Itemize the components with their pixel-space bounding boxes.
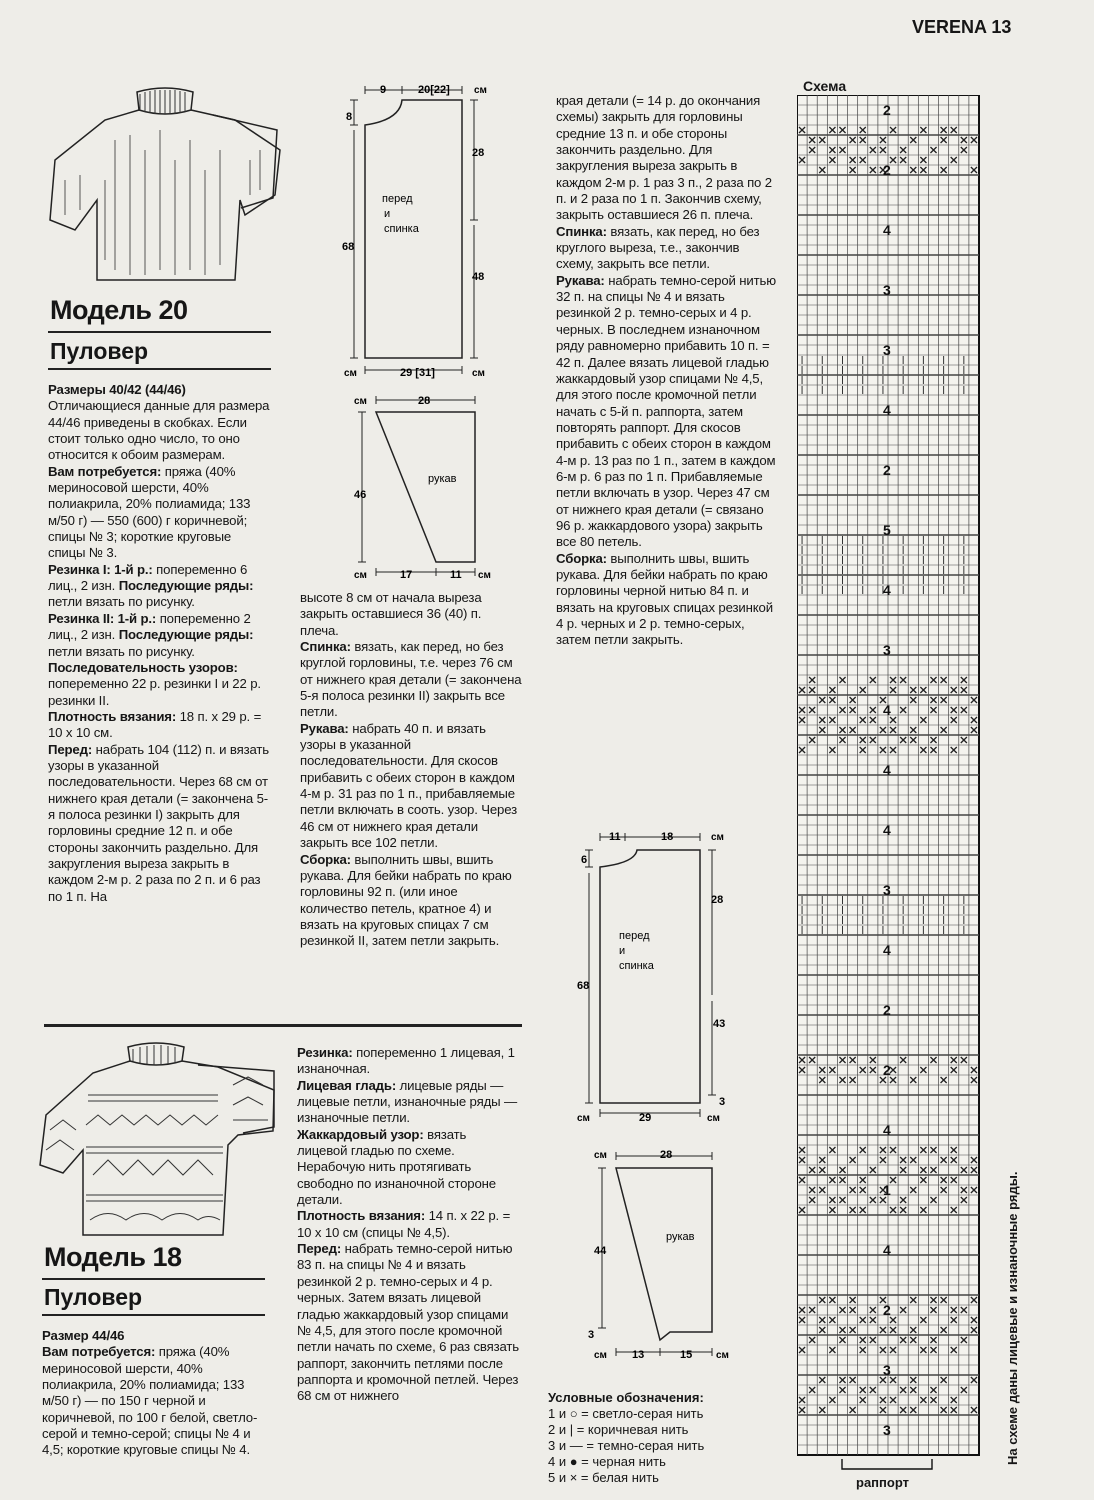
pattern-sleeve-model20 [340,390,500,585]
rib-label: Резинка: [297,1045,353,1060]
legend-item: 3 и — = темно-серая нить [548,1438,705,1453]
divider [42,1278,265,1280]
rib2-label: Резинка II: 1-й р.: [48,610,157,626]
back-label: Спинка: [556,223,607,239]
sleeves-label: Рукава: [300,720,349,736]
sweater-illustration-model20 [45,80,285,290]
assembly-label: Сборка: [556,550,607,566]
section-divider [44,1024,522,1027]
chart-row-number: 4 [883,402,891,418]
density-label: Плотность вязания: [297,1208,426,1224]
dim-cm: см [472,368,485,379]
dim-bottom-2: 11 [450,569,462,581]
sequence-text: попеременно 22 р. резинки I и 22 р. резинки II. [48,676,261,708]
legend-item: 5 и × = белая нить [548,1470,659,1485]
density-label: Плотность вязания: [48,708,177,724]
chart-row-number: 4 [883,582,891,598]
dim-cm: см [354,396,367,407]
rib-text: попеременно 1 лицевая, 1 изнаночная. [297,1045,515,1077]
assembly-text: выполнить швы, вшить рукава. Для бейки набрать по краю горловины черной нитью 84 п. и вязать на круговых спицах резинкой 4 р. черных и 2 р. темно-серых, затем петли закрыть. [556,550,773,648]
divider [48,331,271,333]
chart-row-number: 3 [883,282,891,298]
chart-row-number: 4 [883,942,891,958]
model20-column-2 [300,590,522,950]
model18-column-3 [556,93,776,649]
continuation-text: высоте 8 см от начала выреза закрыть оставшиеся 36 (40) п. плеча. [300,590,482,638]
front-label: Перед: [297,1241,342,1257]
dim-right-bottom: 3 [719,1096,726,1108]
rib1-label2: Последующие ряды: [118,578,254,594]
dim-bottom: 29 [639,1112,652,1124]
dim-right-2: 48 [472,271,485,283]
chart-row-number: 4 [883,762,891,778]
piece-label: рукав [428,473,457,485]
chart-row-number: 2 [883,462,891,478]
dim-cm: см [577,1113,590,1124]
dim-bottom: 29 [31] [400,367,435,379]
chart-row-number: 2 [883,1002,891,1018]
chart-row-number: 2 [883,1302,891,1318]
model20-subtitle: Пуловер [50,338,149,364]
front-text: набрать 104 (112) п. и вязать узоры в указанной последовательности. Через 68 см от нижнего края детали (= закончена 5-я полоса резинки I) закрыть для горловины средние 12 п. и обе стороны закончить раздельно. Для закругления выреза закрыть в каждом 2-м р. 2 раза по 2 п. и 6 раз по 1 п. На [48,741,270,904]
chart-row-number: 4 [883,222,891,238]
dim-left-2: 68 [342,241,355,253]
rib2-text: попеременно 2 лиц., 2 изн. [48,610,251,643]
dim-cm: см [707,1113,720,1124]
chart-repeat-label: раппорт [856,1475,909,1490]
sequence-label: Последовательность узоров: [48,659,238,675]
legend [548,1390,788,1486]
divider [48,368,271,370]
piece-label: и [619,945,626,957]
dim-right-1: 28 [472,147,485,159]
rib2-label2: Последующие ряды: [118,627,254,643]
dim-cm: см [594,1350,607,1361]
sweater-illustration-model18 [38,1035,288,1245]
dim-top-2: 18 [661,831,674,843]
sleeves-text: набрать 40 п. и вязать узоры в указанной последовательности. Для скосов прибавить с обеих сторон в каждом 4-м р. 31 раз по 1 п., прибавляемые петли включать в сооть. узор. Через 46 см от нижнего края детали закрыть все 102 петли. [300,720,518,851]
rib2-text2: петли вязать по рисунку. [48,643,195,659]
piece-label: рукав [666,1231,695,1243]
chart-row-number: 4 [883,702,891,718]
legend-item: 1 и ○ = светло-серая нить [548,1406,704,1421]
dim-left-1: 6 [581,854,588,866]
chart-row-number: 3 [883,882,891,898]
chart-side-note: На схеме даны лицевые и изнаночные ряды. [1005,1171,1020,1465]
rib1-text: попеременно 6 лиц., 2 изн. [48,561,248,594]
chart-row-number: 3 [883,1422,891,1438]
chart-row-number: 4 [883,822,891,838]
dim-left-bottom: 3 [588,1329,595,1341]
legend-title: Условные обозначения: [548,1390,704,1405]
page-number: 13 [991,17,1012,37]
back-text: вязать, как перед, но без круглой горловины, т.е. через 76 см от нижнего края детали (= закончена 5-я полоса резинки II) закрыть все петли. [300,639,522,720]
piece-label: перед [382,193,413,205]
legend-item: 4 и ● = черная нить [548,1454,666,1469]
continuation-text: края детали (= 14 р. до окончания схемы) закрыть для горловины средние 13 п. и обе стороны закончить раздельно. Для закругления выреза закрыть в каждом 2-м р. 1 раз 3 п., 2 раза по 2 п. и 2 раза по 1 п. Закончив схему, закрыть оставшиеся 26 п. плеча. [556,93,772,223]
chart-row-number: 2 [883,162,891,178]
chart-row-number: 1 [883,1182,891,1198]
dim-left-2: 68 [577,980,590,992]
jacquard-label: Жаккардовый узор: [297,1126,424,1142]
sizes-text: Отличающиеся данные для размера 44/46 приведены в скобках. Если стоит только одно число, то оно относится к обоим размерам. [48,398,270,463]
pattern-front-back-model18 [575,825,735,1130]
dim-left: 44 [594,1245,607,1257]
assembly-label: Сборка: [300,851,351,867]
dim-bottom-2: 15 [680,1349,693,1361]
chart-row-number: 4 [883,1122,891,1138]
chart-row-number: 3 [883,342,891,358]
sleeves-label: Рукава: [556,272,605,288]
jacquard-text: вязать лицевой гладью по схеме. Нерабочую нить протягивать свободно по изнаночной стороне детали. [297,1126,496,1208]
dim-cm: см [716,1350,729,1361]
size-label: Размер 44/46 [42,1328,125,1343]
materials-text: пряжа (40% мериносовой шерсти, 40% полиакрила, 20% полиамида; 133 м/50 г) — по 150 г черной и коричневой, по 100 г белой, светло-серой и темно-серой; спицы № 4 и 4,5; короткие круговые спицы № 4. [42,1344,258,1458]
density-text: 14 п. х 22 р. = 10 х 10 см (спицы № 4,5). [297,1208,511,1240]
magazine-name: VERENA [912,17,987,37]
front-label: Перед: [48,741,93,757]
dim-top-1: 11 [609,831,621,843]
density-text: 18 п. х 29 р. = 10 х 10 см. [48,708,262,741]
piece-label: спинка [384,223,419,235]
materials-label: Вам потребуется: [48,463,162,479]
dim-left-1: 8 [346,111,353,123]
chart-title: Схема [803,78,847,94]
dim-cm: см [594,1150,607,1161]
dim-top-1: 9 [380,84,387,96]
materials-label: Вам потребуется: [42,1344,156,1360]
stockinette-label: Лицевая гладь: [297,1077,397,1093]
page-header [912,17,1011,38]
dim-right-2: 43 [713,1018,726,1030]
sleeves-text: набрать темно-серой нитью 32 п. на спицы № 4 и вязать резинкой 2 р. темно-серых и 4 р. черных. В последнем изнаночном ряду равномерно прибавить 10 п. = 42 п. Далее вязать лицевой гладью жаккардовый узор спицами № 4,5, для этого после кромочной петли начать с 5-й п. раппорта, затем повторять раппорт. Для скосов прибавить с обеих сторон в каждом 4-м р. 13 раз по 1 п., затем в каждом 6-м р. 6 раз по 1 п. Прибавляемые петли включать в узор. Через 47 см от нижнего края детали (= связано 96 р. жаккардового узора) закрыть все 80 петель. [556,272,776,550]
model18-column-1 [42,1328,264,1459]
dim-left: 46 [354,489,367,501]
legend-item: 2 и | = коричневая нить [548,1422,689,1437]
model18-column-2 [297,1045,519,1405]
dim-cm: см [354,570,367,581]
pattern-front-back-model20 [340,80,500,380]
back-text: вязать, как перед, но без круглого выреза, т.е., закончив схему, закрыть все петли. [556,223,760,272]
pattern-sleeve-model18 [580,1140,740,1365]
assembly-text: выполнить швы, вшить рукава. Для бейки набрать по краю горловины 92 п. (или иное количество петель, кратное 4) и вязать на круговых спицах 7 см резинкой II, затем петли закрыть. [300,851,512,949]
dim-right-1: 28 [711,894,724,906]
chart-row-number: 2 [883,102,891,118]
dim-cm: см [474,85,487,96]
rib1-label: Резинка I: 1-й р.: [48,561,153,577]
chart-row-number: 3 [883,1362,891,1378]
dim-top-2: 20[22] [418,84,450,96]
model18-subtitle: Пуловер [44,1284,143,1310]
dim-bottom-1: 17 [400,569,413,581]
divider [42,1314,265,1316]
model20-column-1 [48,382,270,905]
chart-row-number: 3 [883,642,891,658]
model20-title: Модель 20 [50,295,188,325]
dim-cm: см [344,368,357,379]
sizes-label: Размеры 40/42 (44/46) [48,382,186,397]
knitting-chart [797,95,997,1495]
piece-label: перед [619,930,650,942]
rib1-text2: петли вязать по рисунку. [48,594,195,610]
chart-row-number: 4 [883,1242,891,1258]
chart-row-number: 5 [883,522,891,538]
back-label: Спинка: [300,639,351,655]
front-text: набрать темно-серой нитью 83 п. на спицы № 4 и вязать резинкой 2 р. темно-серых и 4 р. черных. Затем вязать лицевой гладью жаккардовый узор спицами № 4,5, для этого после кромочной петли начать по схеме, 6 раз связать раппорт, закончить петлями после раппорта и кромочной петлей. Через 68 см от нижнего [297,1241,519,1404]
chart-row-number: 2 [883,1062,891,1078]
piece-label: и [384,208,391,220]
model18-title: Модель 18 [44,1242,182,1272]
dim-cm: см [478,570,491,581]
dim-top: 28 [660,1149,673,1161]
dim-bottom-1: 13 [632,1349,645,1361]
piece-label: спинка [619,960,654,972]
dim-cm: см [711,832,724,843]
dim-top: 28 [418,395,431,407]
stockinette-text: лицевые ряды — лицевые петли, изнаночные ряды — изнаночные петли. [297,1077,517,1126]
materials-text: пряжа (40% мериносовой шерсти, 40% полиакрила, 20% полиамида; 133 м/50 г) — 550 (600) г коричневой; спицы № 3; короткие круговые спицы № 3. [48,463,251,561]
